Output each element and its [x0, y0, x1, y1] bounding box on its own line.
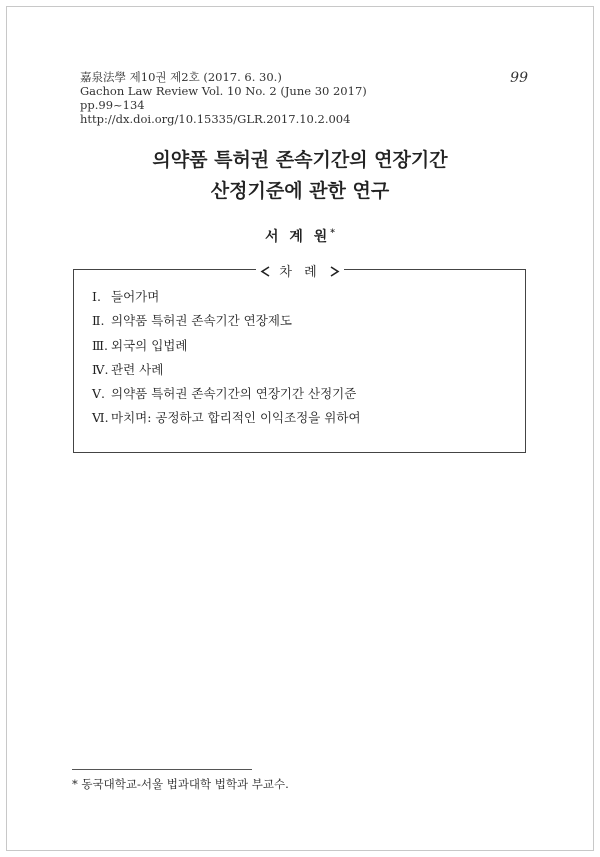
toc-item-label: 의약품 특허권 존속기간 연장제도: [111, 313, 292, 329]
toc-item-number: Ⅴ.: [92, 386, 106, 402]
toc-item-number: Ⅱ.: [92, 313, 105, 329]
toc-item-label: 외국의 입법례: [111, 337, 188, 353]
author-name: [0, 226, 600, 246]
page-range: pp.99~134: [80, 98, 145, 112]
toc-item-label: 관련 사례: [111, 361, 164, 377]
footnote-text: 동국대학교-서울 법과대학 법학과 부교수.: [81, 777, 289, 791]
author-name-text: 서 계 원: [264, 229, 331, 245]
toc-item-number: Ⅲ.: [92, 337, 109, 353]
toc-item[interactable]: [92, 382, 361, 406]
author-footnote-mark: *: [330, 228, 336, 239]
toc-item-label: 들어가며: [111, 289, 160, 304]
footnote: [72, 776, 289, 792]
toc-item-number: Ⅰ.: [92, 289, 101, 304]
right-angle-icon: [329, 266, 340, 277]
journal-header: [80, 70, 367, 126]
journal-english-citation: Gachon Law Review Vol. 10 No. 2 (June 30 2017): [80, 84, 367, 98]
toc-heading: [0, 261, 600, 280]
toc-item-label: 마치며: 공정하고 합리적인 이익조정을 위하여: [111, 410, 361, 426]
toc-item[interactable]: [92, 334, 361, 358]
paper-title-line-1: 의약품 특허권 존속기간의 연장기간: [152, 149, 448, 171]
toc-heading-text: 차 례: [279, 265, 321, 280]
toc-item[interactable]: [92, 406, 361, 430]
toc-item-label: 의약품 특허권 존속기간의 연장기간 산정기준: [111, 386, 357, 402]
toc-item[interactable]: [92, 309, 361, 333]
footnote-mark: *: [72, 777, 78, 791]
paper-title-line-2: 산정기준에 관한 연구: [210, 180, 390, 202]
footnote-divider: [72, 769, 252, 770]
left-angle-icon: [260, 266, 271, 277]
page-number: 99: [510, 70, 528, 86]
toc-item[interactable]: [92, 285, 361, 309]
toc-list: [92, 285, 361, 431]
journal-citation: 嘉泉法學 제10권 제2호 (2017. 6. 30.): [80, 70, 282, 84]
toc-item-number: Ⅵ.: [92, 410, 109, 426]
toc-item-number: Ⅳ.: [92, 361, 109, 377]
toc-item[interactable]: [92, 358, 361, 382]
doi-link[interactable]: http://dx.doi.org/10.15335/GLR.2017.10.2.004: [80, 112, 351, 126]
